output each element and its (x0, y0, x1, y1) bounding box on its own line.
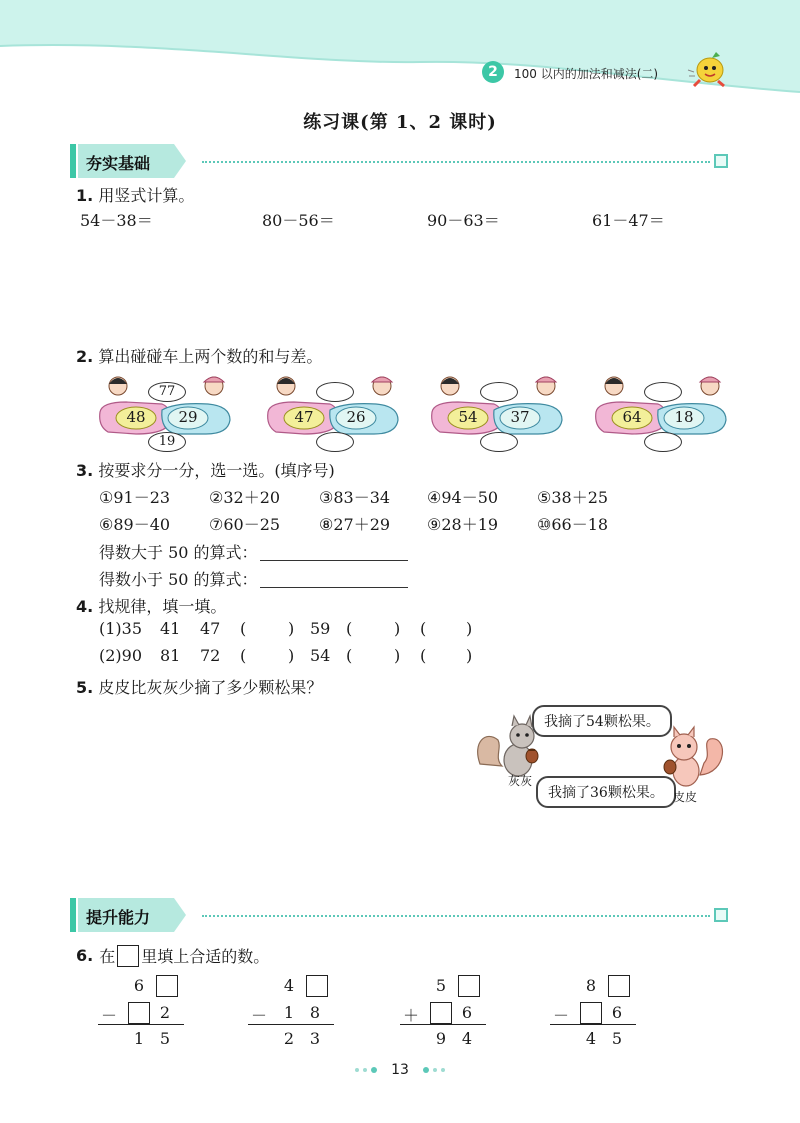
question-prompt: 皮皮比灰灰少摘了多少颗松果？ (98, 678, 323, 697)
question-number: 4. (76, 597, 94, 616)
sum-line (248, 1024, 334, 1025)
sequence-term: (2)90 (99, 646, 143, 665)
decor-dot (423, 1067, 429, 1073)
car-number-a: 64 (622, 408, 642, 426)
q3-less-label: 得数小于 50 的算式： (99, 570, 258, 589)
answer-paren: ( (346, 646, 353, 665)
answer-paren: ) (394, 619, 401, 638)
page-number: 13 (391, 1062, 409, 1078)
q3-option: ⑧27＋29 (319, 515, 391, 534)
question-number: 5. (76, 678, 94, 697)
answer-paren: ( (420, 646, 427, 665)
answer-paren: ( (240, 646, 247, 665)
sequence-term: (1)35 (99, 619, 143, 638)
q3-greater-label: 得数大于 50 的算式： (99, 543, 258, 562)
answer-paren: ) (466, 646, 473, 665)
sequence-term: 54 (310, 646, 331, 665)
answer-blank-greater[interactable] (260, 542, 408, 561)
question-prompt: 用竖式计算。 (98, 186, 195, 205)
q3-option: ⑩66－18 (537, 515, 609, 534)
decor-dot (371, 1067, 377, 1073)
mid-ones-digit: 6 (611, 1003, 623, 1022)
sum-bubble[interactable] (480, 382, 518, 402)
car-number-a: 47 (294, 408, 314, 426)
mid-tens-digit: 1 (283, 1003, 295, 1022)
question-number: 2. (76, 347, 94, 366)
blank-tens-box[interactable] (128, 1002, 150, 1024)
question-2 (76, 344, 322, 367)
car-number-b: 18 (674, 408, 694, 426)
section-header-basics (70, 144, 730, 178)
blank-tens-box[interactable] (430, 1002, 452, 1024)
result-tens-digit: 2 (283, 1029, 295, 1048)
answer-paren: ) (288, 646, 295, 665)
q3-option: ④94－50 (427, 488, 499, 507)
q3-option: ①91－23 (99, 488, 171, 507)
header-band (0, 0, 800, 110)
section-label: 夯实基础 (86, 154, 151, 173)
page-title: 练习课(第 1、2 课时) (303, 112, 497, 133)
q1-item-4: 61－47＝ (592, 211, 665, 230)
blank-ones-box[interactable] (608, 975, 630, 997)
answer-paren: ) (466, 619, 473, 638)
result-ones-digit: 4 (461, 1029, 473, 1048)
question-prompt: 算出碰碰车上两个数的和与差。 (98, 347, 323, 366)
difference-bubble[interactable] (480, 432, 518, 452)
lemon-mascot-icon (686, 50, 730, 90)
q3-option: ⑦60－25 (209, 515, 281, 534)
question-number: 6. (76, 946, 94, 965)
operator-sign: － (250, 1006, 267, 1025)
car-number-a: 48 (126, 408, 146, 426)
question-number: 1. (76, 186, 94, 205)
sequence-term: 59 (310, 619, 331, 638)
sum-line (400, 1024, 486, 1025)
section-end-square (714, 154, 728, 168)
blank-ones-box[interactable] (156, 975, 178, 997)
decor-dot (433, 1068, 437, 1072)
question-prompt: 找规律，填一填。 (98, 597, 227, 616)
sum-bubble[interactable] (644, 382, 682, 402)
answer-paren: ) (288, 619, 295, 638)
operator-sign: － (100, 1006, 117, 1025)
question-1 (76, 183, 194, 206)
sequence-term: 47 (200, 619, 221, 638)
sum-line (550, 1024, 636, 1025)
q3-option: ⑥89－40 (99, 515, 171, 534)
decor-dot (355, 1068, 359, 1072)
question-number: 3. (76, 461, 94, 480)
difference-bubble: 19 (148, 432, 186, 452)
q1-item-3: 90－63＝ (427, 211, 500, 230)
decor-dot (363, 1068, 367, 1072)
mid-ones-digit: 6 (461, 1003, 473, 1022)
operator-sign: ＋ (402, 1006, 419, 1025)
answer-paren: ( (346, 619, 353, 638)
question-6 (76, 944, 269, 967)
character-name-pipi: 皮皮 (673, 790, 698, 804)
dotted-divider (202, 915, 710, 917)
top-tens-digit: 6 (133, 976, 145, 995)
car-number-a: 54 (458, 408, 478, 426)
character-name-huihui: 灰灰 (508, 774, 533, 788)
difference-bubble[interactable] (644, 432, 682, 452)
speech-bubble-huihui: 我摘了54颗松果。 (532, 705, 672, 737)
top-tens-digit: 8 (585, 976, 597, 995)
difference-bubble[interactable] (316, 432, 354, 452)
answer-paren: ( (420, 619, 427, 638)
blank-ones-box[interactable] (306, 975, 328, 997)
section-header-advanced (70, 898, 730, 932)
q1-item-1: 54－38＝ (80, 211, 153, 230)
top-tens-digit: 5 (435, 976, 447, 995)
car-number-b: 37 (510, 408, 530, 426)
section-label: 提升能力 (86, 908, 151, 927)
sum-bubble: 77 (148, 382, 186, 402)
q3-option: ⑤38＋25 (537, 488, 609, 507)
result-ones-digit: 5 (159, 1029, 171, 1048)
q1-item-2: 80－56＝ (262, 211, 335, 230)
operator-sign: － (552, 1006, 569, 1025)
blank-ones-box[interactable] (458, 975, 480, 997)
answer-paren: ( (240, 619, 247, 638)
result-tens-digit: 9 (435, 1029, 447, 1048)
question-prompt-pre: 在 (99, 947, 116, 966)
dotted-divider (202, 161, 710, 163)
speech-bubble-pipi: 我摘了36颗松果。 (536, 776, 676, 808)
pink-squirrel-icon (656, 725, 728, 791)
sequence-term: 72 (200, 646, 221, 665)
blank-tens-box[interactable] (580, 1002, 602, 1024)
car-number-b: 26 (346, 408, 366, 426)
decor-dot (441, 1068, 445, 1072)
mid-ones-digit: 8 (309, 1003, 321, 1022)
result-tens-digit: 1 (133, 1029, 145, 1048)
page-footer (0, 1062, 800, 1078)
chapter-number-badge: 2 (482, 61, 504, 83)
question-3 (76, 458, 335, 481)
result-ones-digit: 3 (309, 1029, 321, 1048)
q3-option: ⑨28＋19 (427, 515, 499, 534)
result-tens-digit: 4 (585, 1029, 597, 1048)
section-end-square (714, 908, 728, 922)
q3-option: ③83－34 (319, 488, 391, 507)
answer-paren: ) (394, 646, 401, 665)
mid-ones-digit: 2 (159, 1003, 171, 1022)
question-4 (76, 594, 226, 617)
sum-line (98, 1024, 184, 1025)
result-ones-digit: 5 (611, 1029, 623, 1048)
car-number-b: 29 (178, 408, 198, 426)
question-prompt-post: 里填上合适的数。 (141, 947, 270, 966)
question-5 (76, 675, 322, 698)
question-prompt: 按要求分一分，选一选。(填序号) (98, 461, 335, 480)
q3-option: ②32＋20 (209, 488, 281, 507)
sum-bubble[interactable] (316, 382, 354, 402)
chapter-title: 100 以内的加法和减法(二) (514, 67, 659, 81)
sequence-term: 81 (160, 646, 181, 665)
sequence-term: 41 (160, 619, 181, 638)
answer-blank-less[interactable] (260, 569, 408, 588)
prompt-box-icon (117, 945, 139, 967)
top-tens-digit: 4 (283, 976, 295, 995)
